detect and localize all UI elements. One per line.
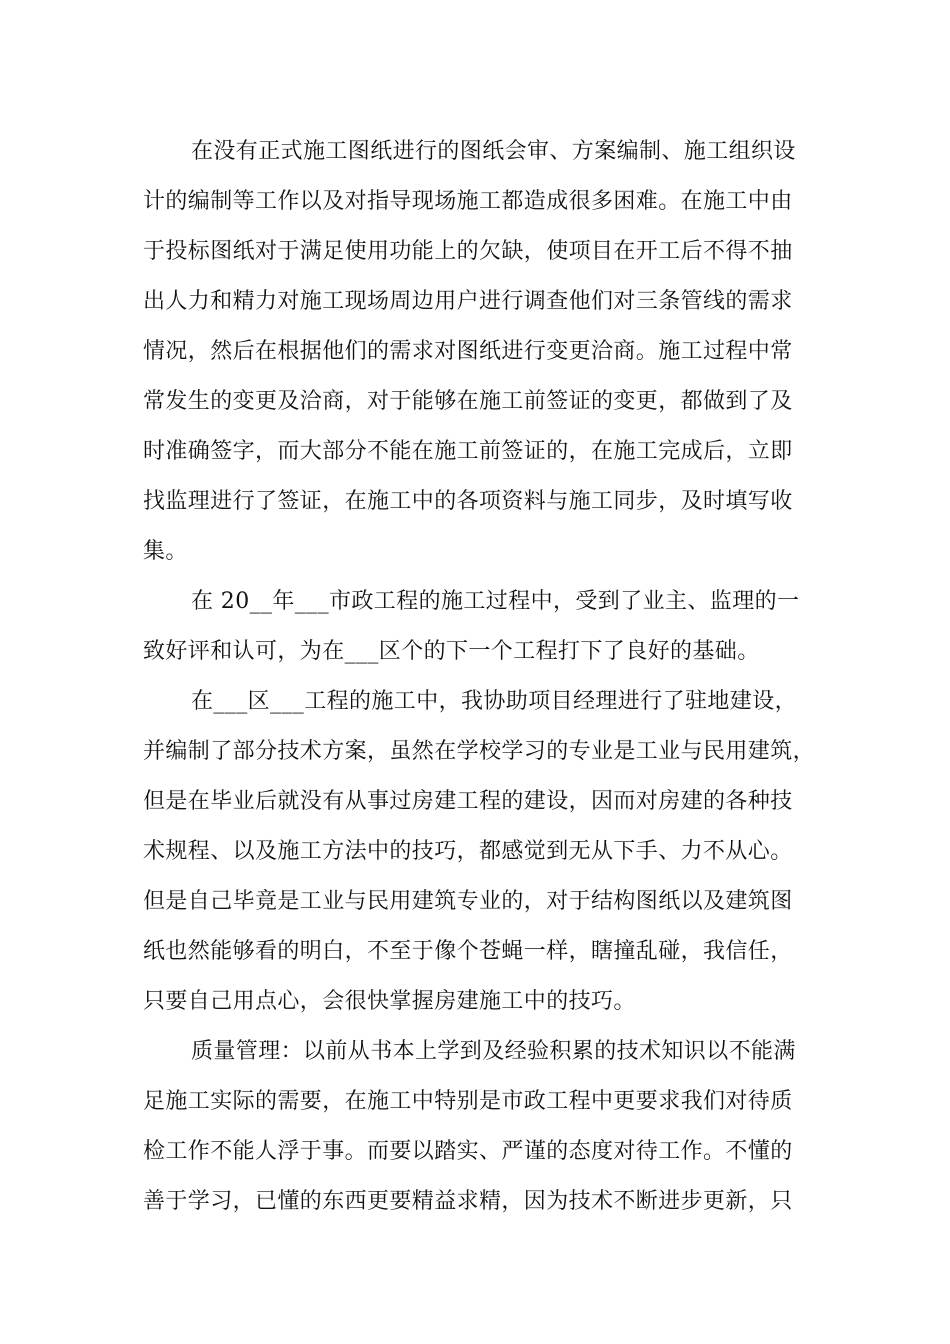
paragraph-line: 在___区___工程的施工中，我协助项目经理进行了驻地建设，: [191, 689, 798, 714]
paragraph-line: 只要自己用点心，会很快掌握房建施工中的技巧。: [143, 989, 636, 1014]
paragraph-line: 计的编制等工作以及对指导现场施工都造成很多困难。在施工中由: [143, 189, 793, 214]
paragraph-line: 致好评和认可，为在___区个的下一个工程打下了良好的基础。: [143, 639, 760, 664]
paragraph-line: 质量管理：以前从书本上学到及经验积累的技术知识以不能满: [191, 1039, 796, 1064]
paragraph-line: 集。: [143, 539, 188, 564]
paragraph-line: 足施工实际的需要，在施工中特别是市政工程中更要求我们对待质: [143, 1089, 793, 1114]
paragraph-line: 出人力和精力对施工现场周边用户进行调查他们对三条管线的需求: [143, 289, 793, 314]
paragraph-line: 情况，然后在根据他们的需求对图纸进行变更洽商。施工过程中常: [143, 339, 793, 364]
paragraph-line: 纸也然能够看的明白，不至于像个苍蝇一样，瞎撞乱碰，我信任，: [143, 939, 793, 964]
paragraph-line: 找监理进行了签证，在施工中的各项资料与施工同步，及时填写收: [143, 489, 793, 514]
paragraph-line: 在 20__年___市政工程的施工过程中，受到了业主、监理的一: [191, 589, 800, 614]
paragraph-line: 在没有正式施工图纸进行的图纸会审、方案编制、施工组织设: [191, 139, 796, 164]
paragraph-line: 术规程、以及施工方法中的技巧，都感觉到无从下手、力不从心。: [143, 839, 793, 864]
paragraph-line: 善于学习，已懂的东西更要精益求精，因为技术不断进步更新，只: [143, 1189, 793, 1214]
paragraph-line: 检工作不能人浮于事。而要以踏实、严谨的态度对待工作。不懂的: [143, 1139, 793, 1164]
paragraph-line: 但是在毕业后就没有从事过房建工程的建设，因而对房建的各种技: [143, 789, 793, 814]
paragraph-line: 常发生的变更及洽商，对于能够在施工前签证的变更，都做到了及: [143, 389, 793, 414]
paragraph-line: 并编制了部分技术方案，虽然在学校学习的专业是工业与民用建筑，: [143, 739, 816, 764]
paragraph-line: 时准确签字，而大部分不能在施工前签证的，在施工完成后，立即: [143, 439, 793, 464]
paragraph-line: 于投标图纸对于满足使用功能上的欠缺，使项目在开工后不得不抽: [143, 239, 793, 264]
paragraph-line: 但是自己毕竟是工业与民用建筑专业的，对于结构图纸以及建筑图: [143, 889, 793, 914]
